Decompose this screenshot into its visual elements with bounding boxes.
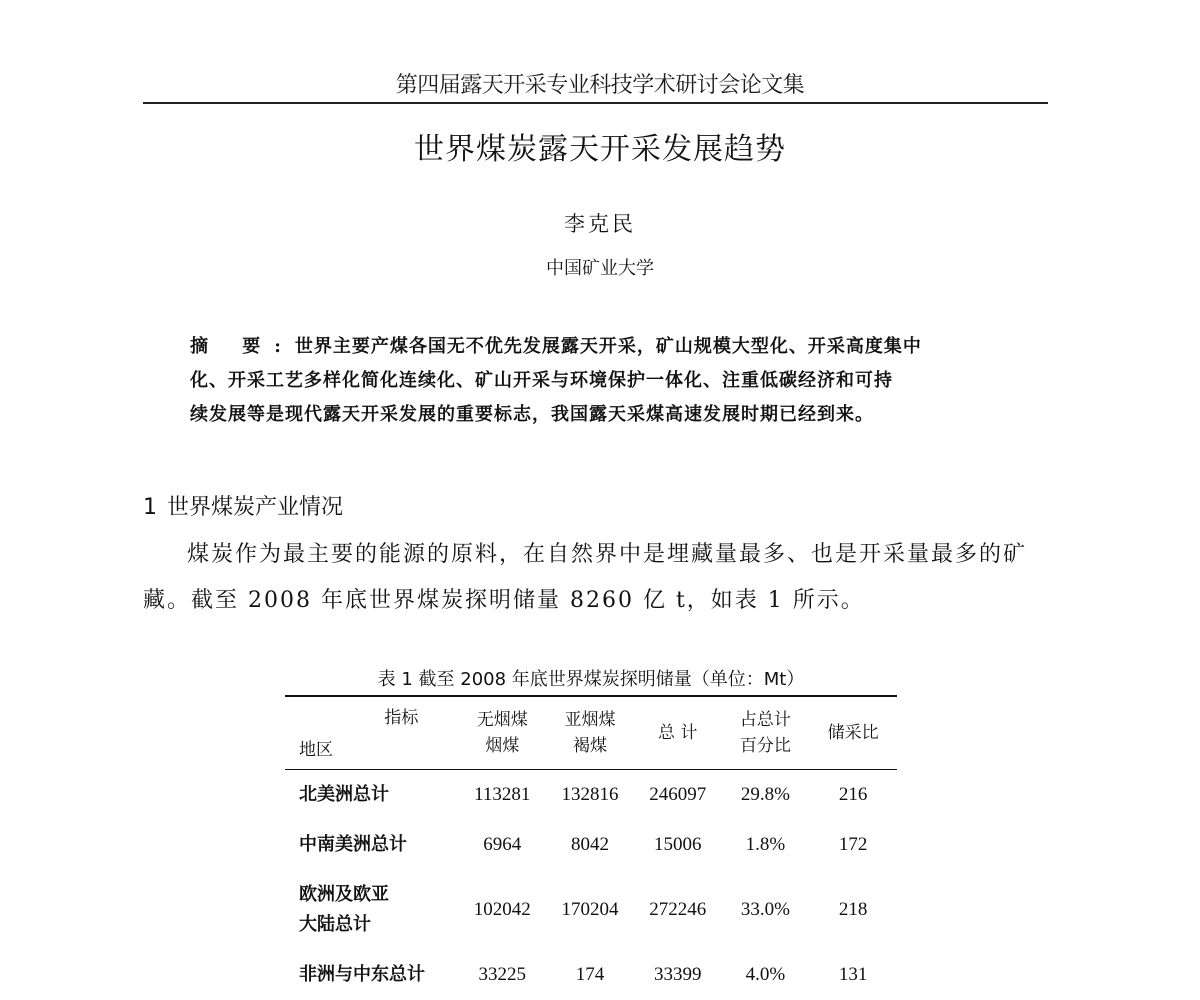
corner-indicator-label: 指标 — [384, 708, 419, 728]
author-name: 李克民 — [564, 212, 636, 236]
col-header-line: 占总计 — [739, 710, 791, 730]
author-affiliation: 中国矿业大学 — [546, 258, 654, 279]
cell-anthracite: 113281 — [474, 784, 531, 805]
cell-share: 4.0% — [745, 964, 786, 985]
col-header-subbituminous — [546, 696, 634, 770]
abstract-line: 续发展等是现代露天开采发展的重要标志，我国露天采煤高速发展时期已经到来。 — [190, 404, 874, 425]
cell-total: 33399 — [653, 964, 702, 985]
abstract-label: 摘 要: — [190, 336, 295, 357]
table-corner-header — [285, 696, 458, 770]
row-region: 北美洲总计 — [299, 784, 389, 805]
cell-total: 272246 — [649, 899, 707, 920]
running-head: 第四届露天开采专业科技学术研讨会论文集 — [395, 73, 805, 98]
col-header-share — [722, 696, 810, 770]
row-region: 中南美洲总计 — [299, 834, 407, 855]
section-title: 世界煤炭产业情况 — [167, 495, 344, 520]
cell-anthracite: 6964 — [483, 834, 522, 855]
col-header-line: 褐煤 — [572, 736, 607, 756]
row-region: 非洲与中东总计 — [299, 964, 425, 985]
row-region-line: 大陆总计 — [299, 914, 371, 935]
col-header-line: 储采比 — [827, 723, 879, 743]
cell-rp-ratio: 218 — [838, 899, 868, 920]
cell-total: 246097 — [649, 784, 707, 805]
col-header-total — [634, 696, 722, 770]
cell-subbituminous: 174 — [575, 964, 605, 985]
col-header-anthracite — [458, 696, 546, 770]
table-caption: 表 1 截至 2008 年底世界煤炭探明储量（单位：Mt） — [377, 669, 805, 690]
cell-subbituminous: 132816 — [561, 784, 619, 805]
cell-share: 33.0% — [740, 899, 790, 920]
col-header-line: 总 计 — [657, 723, 698, 743]
table-row — [285, 870, 897, 950]
table-row — [285, 820, 897, 870]
cell-subbituminous: 8042 — [570, 834, 609, 855]
cell-anthracite: 33225 — [478, 964, 526, 985]
table-row — [285, 770, 897, 821]
header-rule — [143, 102, 1048, 104]
paper-title: 世界煤炭露天开采发展趋势 — [414, 132, 786, 167]
abstract-line: 化、开采工艺多样化简化连续化、矿山开采与环境保护一体化、注重低碳经济和可持 — [190, 370, 893, 391]
cell-anthracite: 102042 — [473, 899, 531, 920]
row-region-line: 欧洲及欧亚 — [299, 884, 389, 905]
body-paragraph: 煤炭作为最主要的能源的原料，在自然界中是埋藏量最多、也是开采量最多的矿藏。截至 2008 年底世界煤炭探明储量 8260 亿 t，如表 1 所示。 — [143, 542, 1028, 613]
section-heading — [143, 490, 343, 521]
abstract-line — [190, 330, 1000, 364]
cell-share: 1.8% — [745, 834, 786, 855]
row-region — [285, 870, 458, 950]
abstract — [190, 330, 1000, 432]
col-header-line: 亚烟煤 — [564, 710, 616, 730]
col-header-rp-ratio — [809, 696, 897, 770]
cell-rp-ratio: 131 — [838, 964, 868, 985]
col-header-line: 无烟煤 — [476, 710, 528, 730]
section-number: 1 — [143, 495, 157, 520]
cell-rp-ratio: 216 — [838, 784, 868, 805]
col-header-line: 百分比 — [739, 736, 791, 756]
table-row — [285, 950, 897, 1000]
col-header-line: 烟煤 — [485, 736, 520, 756]
cell-share: 29.8% — [740, 784, 790, 805]
corner-region-label: 地区 — [299, 740, 333, 760]
cell-rp-ratio: 172 — [838, 834, 868, 855]
cell-subbituminous: 170204 — [561, 899, 619, 920]
cell-total: 15006 — [653, 834, 702, 855]
table-header-row — [285, 696, 897, 770]
abstract-text: 世界主要产煤各国无不优先发展露天开采，矿山规模大型化、开采高度集中 — [294, 336, 922, 357]
reserves-table — [285, 695, 897, 1000]
